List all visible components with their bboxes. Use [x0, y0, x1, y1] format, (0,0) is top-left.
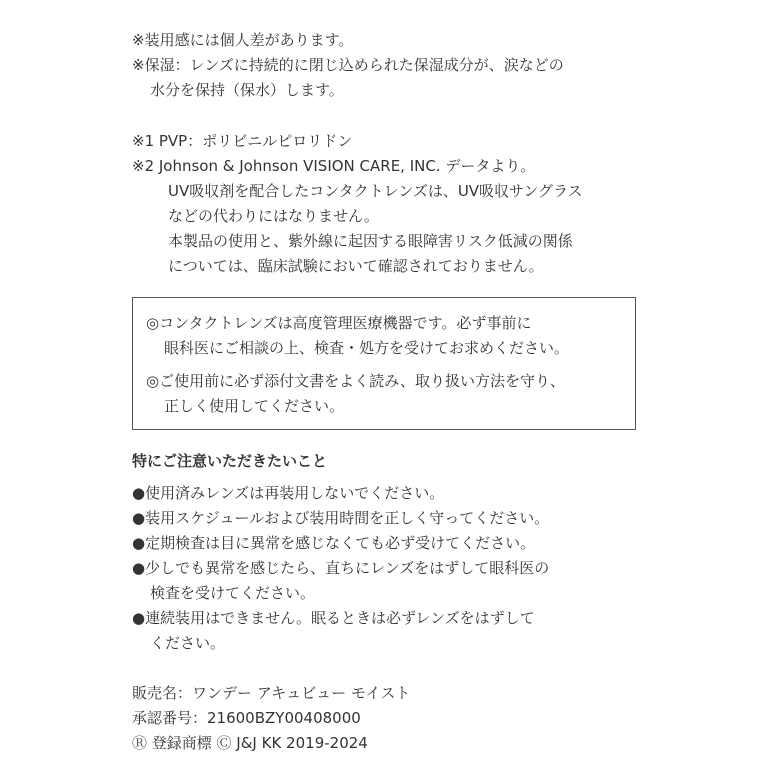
- note-moisture-cont: 水分を保持（保水）します。: [150, 81, 344, 99]
- notice-item-1: ◎コンタクトレンズは高度管理医療機器です。必ず事前に: [146, 314, 532, 332]
- caution-item: [132, 558, 549, 578]
- footnote-2-line5: については、臨床試験において確認されておりません。: [168, 257, 544, 275]
- footnote-2-line4: 本製品の使用と、紫外線に起因する眼障害リスク低減の関係: [168, 232, 573, 250]
- caution-item-cont: ください。: [150, 634, 226, 652]
- approval-number: 承認番号：21600BZY00408000: [132, 709, 361, 727]
- notice-item-2-cont: 正しく使用してください。: [164, 397, 345, 415]
- footnote-2-line3: などの代わりにはなりません。: [168, 207, 379, 225]
- product-name: 販売名：ワンデー アキュビュー モイスト: [132, 684, 411, 702]
- notice-item-2: ◎ご使用前に必ず添付文書をよく読み、取り扱い方法を守り、: [146, 372, 565, 390]
- bullet-icon: ●: [132, 559, 146, 577]
- caution-item: [132, 608, 535, 628]
- bullet-icon: ●: [132, 484, 146, 502]
- footnote-1: ※1 PVP：ポリビニルピロリドン: [132, 132, 353, 150]
- caution-text: 装用スケジュールおよび装用時間を正しく守ってください。: [145, 509, 550, 527]
- footnote-2-line2: UV吸収剤を配合したコンタクトレンズは、UV吸収サングラス: [168, 182, 583, 200]
- caution-text: 少しでも異常を感じたら、直ちにレンズをはずして眼科医の: [145, 559, 550, 577]
- caution-item: [132, 508, 549, 528]
- notice-item-1-cont: 眼科医にご相談の上、検査・処方を受けてお求めください。: [164, 339, 570, 357]
- footnote-2: ※2 Johnson & Johnson VISION CARE, INC. データより。: [132, 157, 536, 175]
- note-comfort: ※装用感には個人差があります。: [132, 31, 354, 49]
- caution-text: 使用済みレンズは再装用しないでください。: [145, 484, 445, 502]
- cautions-heading: 特にご注意いただきたいこと: [132, 452, 328, 470]
- trademark-line: Ⓡ 登録商標 Ⓒ J&J KK 2019-2024: [132, 734, 368, 752]
- caution-item: [132, 483, 444, 503]
- note-moisture: ※保湿：レンズに持続的に閉じ込められた保湿成分が、涙などの: [132, 56, 564, 74]
- caution-text: 定期検査は目に異常を感じなくても必ず受けてください。: [145, 534, 536, 552]
- caution-item: [132, 533, 535, 553]
- caution-text: 連続装用はできません。眠るときは必ずレンズをはずして: [145, 609, 535, 627]
- bullet-icon: ●: [132, 534, 146, 552]
- bullet-icon: ●: [132, 509, 146, 527]
- bullet-icon: ●: [132, 609, 146, 627]
- caution-item-cont: 検査を受けてください。: [150, 584, 316, 602]
